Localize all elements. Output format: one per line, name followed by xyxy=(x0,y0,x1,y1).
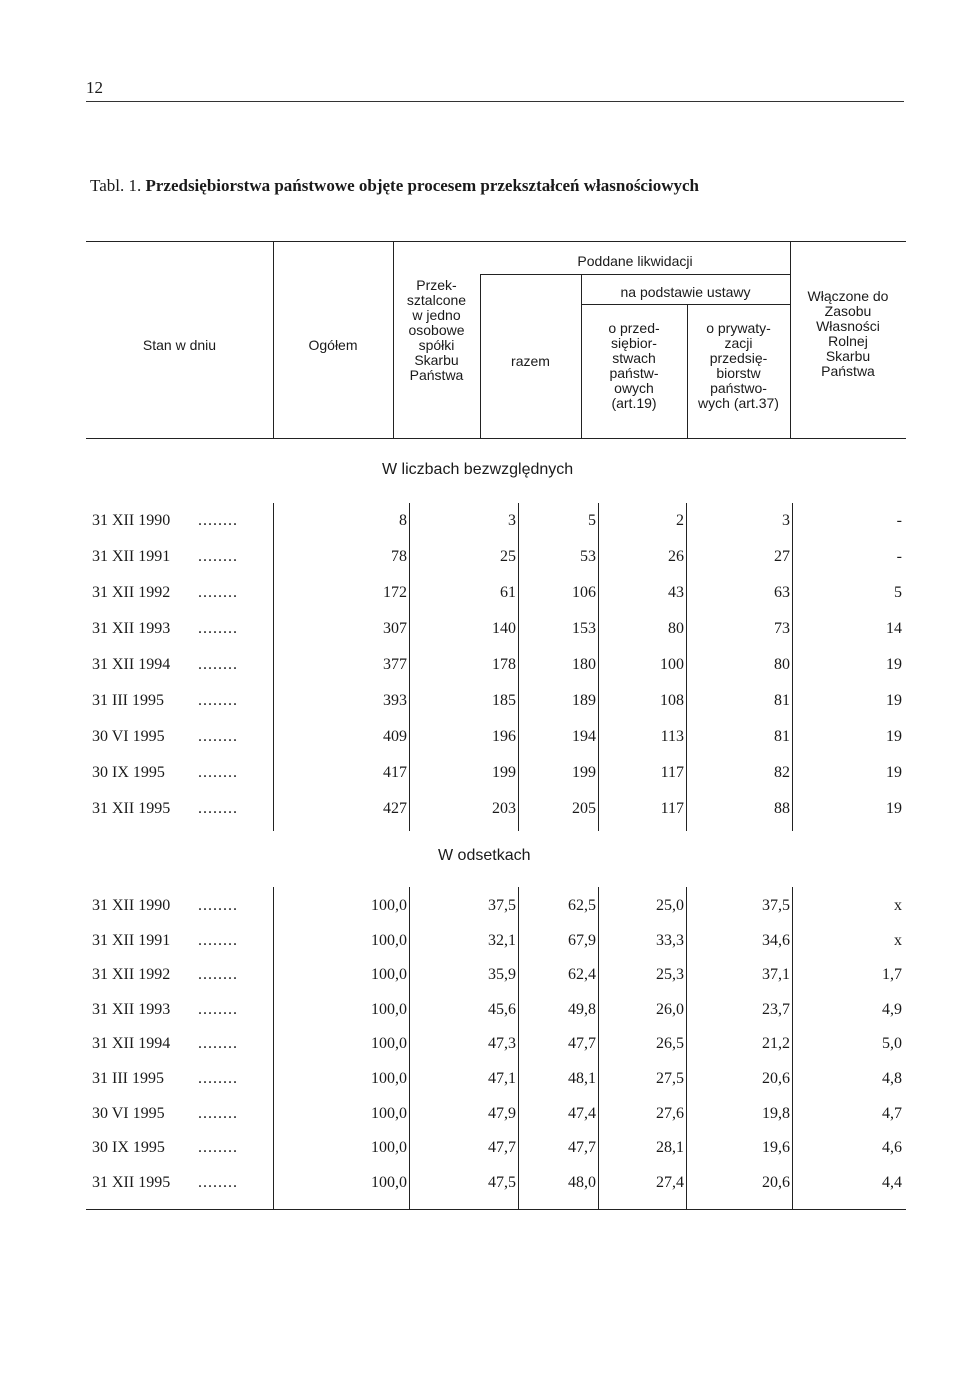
cell-art19: 27,5 xyxy=(656,1070,684,1087)
cell-agri: 4,4 xyxy=(882,1173,902,1191)
table-row xyxy=(86,799,906,819)
table-row xyxy=(86,931,906,951)
leader-dots: ........ xyxy=(198,728,238,745)
cell-transformed: 37,5 xyxy=(488,897,516,914)
cell-transformed: 32,1 xyxy=(488,931,516,949)
cell-liq: 180 xyxy=(572,656,596,673)
row-date: 31 XII 1990 xyxy=(92,512,171,529)
cell-liq: 194 xyxy=(572,728,596,745)
cell-art37: 81 xyxy=(774,692,790,709)
cell-agri: x xyxy=(894,897,902,914)
cell-agri: - xyxy=(896,512,902,529)
cell-transformed: 47,7 xyxy=(488,1139,516,1157)
row-date: 31 XII 1991 xyxy=(92,548,171,565)
row-date: 31 XII 1990 xyxy=(92,897,171,914)
row-date: 30 VI 1995 xyxy=(92,728,165,745)
cell-total: 100,0 xyxy=(371,1000,407,1018)
leader-dots: ........ xyxy=(198,800,238,817)
cell-agri: 4,8 xyxy=(882,1070,902,1087)
cell-total: 100,0 xyxy=(371,1104,407,1122)
leader-dots: ........ xyxy=(198,512,238,529)
table-row xyxy=(86,896,906,916)
leader-dots: ........ xyxy=(198,1070,238,1087)
cell-art19: 117 xyxy=(660,800,684,817)
cell-liq: 62,5 xyxy=(568,897,596,914)
header-agricultural: Włączone do Zasobu Własności Rolnej Skarbu Państwa xyxy=(807,288,889,379)
cell-liq: 106 xyxy=(572,584,596,601)
leader-dots: ........ xyxy=(198,584,238,601)
statistics-table xyxy=(86,241,906,1211)
table-title: Przedsiębiorstwa państwowe objęte procesem przekształceń własnościowych xyxy=(145,176,699,195)
cell-art37: 3 xyxy=(782,512,790,529)
row-date: 30 IX 1995 xyxy=(92,1139,165,1157)
cell-art37: 73 xyxy=(774,620,790,637)
table-row xyxy=(86,763,906,783)
cell-total: 100,0 xyxy=(371,1139,407,1157)
cell-agri: 1,7 xyxy=(882,966,902,984)
cell-agri: x xyxy=(894,931,902,949)
cell-liq: 49,8 xyxy=(568,1000,596,1018)
cell-art37: 37,5 xyxy=(762,897,790,914)
header-date: Stan w dniu xyxy=(142,337,217,353)
header-art19: o przed- siębior- stwach państw- owych (art.19) xyxy=(608,320,660,411)
cell-liq: 53 xyxy=(580,548,596,565)
cell-art19: 25,3 xyxy=(656,966,684,984)
cell-transformed: 185 xyxy=(492,692,516,709)
cell-liq: 62,4 xyxy=(568,966,596,984)
row-date: 31 XII 1993 xyxy=(92,620,171,637)
cell-agri: 19 xyxy=(886,656,902,673)
cell-liq: 67,9 xyxy=(568,931,596,949)
cell-total: 409 xyxy=(383,728,407,745)
row-date: 31 XII 1992 xyxy=(92,584,171,601)
cell-agri: 5,0 xyxy=(882,1035,902,1053)
header-bottom-rule xyxy=(86,438,906,439)
cell-art19: 117 xyxy=(660,764,684,781)
table-row xyxy=(86,1000,906,1020)
cell-art19: 100 xyxy=(660,656,684,673)
cell-art19: 26 xyxy=(668,548,684,565)
section-percent-label: W odsetkach xyxy=(438,847,531,864)
header-art37: o prywaty- zacji przedsię- biorstw państwo- wych (art.37) xyxy=(698,320,779,411)
cell-total: 393 xyxy=(383,692,407,709)
cell-art37: 20,6 xyxy=(762,1173,790,1191)
cell-total: 8 xyxy=(399,512,407,529)
cell-art37: 81 xyxy=(774,728,790,745)
table-bottom-rule xyxy=(86,1209,906,1210)
cell-art19: 27,4 xyxy=(656,1173,684,1191)
cell-art37: 88 xyxy=(774,800,790,817)
page-header-rule xyxy=(86,101,904,102)
table-caption xyxy=(90,175,790,196)
cell-art37: 20,6 xyxy=(762,1070,790,1087)
header-total: Ogółem xyxy=(308,337,358,353)
cell-art37: 34,6 xyxy=(762,931,790,949)
section-absolute-label: W liczbach bezwzględnych xyxy=(382,461,574,478)
leader-dots: ........ xyxy=(198,1000,238,1018)
cell-art37: 19,6 xyxy=(762,1139,790,1157)
header-top-rule xyxy=(86,241,906,242)
cell-total: 100,0 xyxy=(371,1173,407,1191)
row-date: 31 XII 1993 xyxy=(92,1000,171,1018)
cell-total: 100,0 xyxy=(371,897,407,914)
cell-agri: 14 xyxy=(886,620,902,637)
table-label: Tabl. 1. xyxy=(90,176,142,195)
table-row xyxy=(86,965,906,985)
table-row xyxy=(86,619,906,639)
leader-dots: ........ xyxy=(198,620,238,637)
cell-art19: 28,1 xyxy=(656,1139,684,1157)
cell-art37: 21,2 xyxy=(762,1035,790,1053)
leader-dots: ........ xyxy=(198,1139,238,1157)
row-date: 31 XII 1994 xyxy=(92,1035,171,1053)
cell-liq: 153 xyxy=(572,620,596,637)
liquidation-rule xyxy=(480,274,790,275)
cell-art19: 26,5 xyxy=(656,1035,684,1053)
cell-liq: 48,0 xyxy=(568,1173,596,1191)
table-row xyxy=(86,583,906,603)
cell-art19: 108 xyxy=(660,692,684,709)
leader-dots: ........ xyxy=(198,692,238,709)
cell-art19: 25,0 xyxy=(656,897,684,914)
leader-dots: ........ xyxy=(198,1035,238,1053)
header-under-act: na podstawie ustawy xyxy=(620,284,751,300)
leader-dots: ........ xyxy=(198,931,238,949)
leader-dots: ........ xyxy=(198,764,238,781)
cell-art37: 27 xyxy=(774,548,790,565)
cell-liq: 189 xyxy=(572,692,596,709)
leader-dots: ........ xyxy=(198,656,238,673)
cell-transformed: 178 xyxy=(492,656,516,673)
leader-dots: ........ xyxy=(198,548,238,565)
cell-art37: 37,1 xyxy=(762,966,790,984)
cell-liq: 48,1 xyxy=(568,1070,596,1087)
cell-transformed: 25 xyxy=(500,548,516,565)
cell-transformed: 45,6 xyxy=(488,1000,516,1018)
leader-dots: ........ xyxy=(198,897,238,914)
row-date: 30 IX 1995 xyxy=(92,764,165,781)
cell-total: 427 xyxy=(383,800,407,817)
cell-transformed: 199 xyxy=(492,764,516,781)
row-date: 31 XII 1992 xyxy=(92,966,171,984)
row-date: 30 VI 1995 xyxy=(92,1104,165,1122)
page-number: 12 xyxy=(86,78,103,97)
cell-art19: 43 xyxy=(668,584,684,601)
header-liquidation: Poddane likwidacji xyxy=(577,253,693,269)
cell-liq: 5 xyxy=(588,512,596,529)
cell-transformed: 140 xyxy=(492,620,516,637)
cell-transformed: 35,9 xyxy=(488,966,516,984)
leader-dots: ........ xyxy=(198,966,238,984)
cell-transformed: 47,5 xyxy=(488,1173,516,1191)
cell-total: 100,0 xyxy=(371,966,407,984)
cell-total: 100,0 xyxy=(371,1035,407,1053)
row-date: 31 III 1995 xyxy=(92,692,164,709)
cell-art19: 80 xyxy=(668,620,684,637)
cell-art37: 82 xyxy=(774,764,790,781)
table-row xyxy=(86,691,906,711)
table-row xyxy=(86,727,906,747)
cell-agri: 5 xyxy=(894,584,902,601)
row-date: 31 XII 1994 xyxy=(92,656,171,673)
table-row xyxy=(86,1104,906,1124)
row-date: 31 III 1995 xyxy=(92,1070,164,1087)
row-date: 31 XII 1991 xyxy=(92,931,171,949)
leader-dots: ........ xyxy=(198,1173,238,1191)
leader-dots: ........ xyxy=(198,1104,238,1122)
cell-art37: 80 xyxy=(774,656,790,673)
cell-total: 100,0 xyxy=(371,1070,407,1087)
table-row xyxy=(86,1069,906,1089)
cell-art19: 27,6 xyxy=(656,1104,684,1122)
cell-art19: 26,0 xyxy=(656,1000,684,1018)
cell-total: 172 xyxy=(383,584,407,601)
table-row xyxy=(86,1173,906,1193)
cell-agri: 19 xyxy=(886,728,902,745)
cell-art37: 23,7 xyxy=(762,1000,790,1018)
cell-agri: 19 xyxy=(886,800,902,817)
table-row xyxy=(86,655,906,675)
row-date: 31 XII 1995 xyxy=(92,1173,171,1191)
cell-total: 100,0 xyxy=(371,931,407,949)
cell-art19: 33,3 xyxy=(656,931,684,949)
cell-agri: 4,9 xyxy=(882,1000,902,1018)
cell-art19: 2 xyxy=(676,512,684,529)
cell-transformed: 61 xyxy=(500,584,516,601)
cell-agri: 19 xyxy=(886,692,902,709)
cell-liq: 47,7 xyxy=(568,1139,596,1157)
table-row xyxy=(86,1138,906,1158)
cell-total: 377 xyxy=(383,656,407,673)
cell-total: 417 xyxy=(383,764,407,781)
cell-liq: 47,7 xyxy=(568,1035,596,1053)
table-row xyxy=(86,511,906,531)
cell-agri: 4,7 xyxy=(882,1104,902,1122)
cell-agri: 19 xyxy=(886,764,902,781)
header-transformed: Przek- sztalcone w jedno osobowe spółki Skarbu Państwa xyxy=(406,277,467,383)
cell-agri: - xyxy=(896,548,902,565)
cell-transformed: 47,1 xyxy=(488,1070,516,1087)
cell-transformed: 3 xyxy=(508,512,516,529)
table-row xyxy=(86,547,906,567)
header-liquidation-total: razem xyxy=(511,353,550,369)
cell-transformed: 196 xyxy=(492,728,516,745)
cell-total: 307 xyxy=(383,620,407,637)
row-date: 31 XII 1995 xyxy=(92,800,171,817)
cell-transformed: 47,3 xyxy=(488,1035,516,1053)
cell-art19: 113 xyxy=(660,728,684,745)
act-rule xyxy=(581,304,790,305)
cell-total: 78 xyxy=(391,548,407,565)
cell-transformed: 47,9 xyxy=(488,1104,516,1122)
cell-agri: 4,6 xyxy=(882,1139,902,1157)
cell-liq: 47,4 xyxy=(568,1104,596,1122)
cell-liq: 205 xyxy=(572,800,596,817)
cell-art37: 63 xyxy=(774,584,790,601)
cell-transformed: 203 xyxy=(492,800,516,817)
cell-liq: 199 xyxy=(572,764,596,781)
table-row xyxy=(86,1034,906,1054)
cell-art37: 19,8 xyxy=(762,1104,790,1122)
